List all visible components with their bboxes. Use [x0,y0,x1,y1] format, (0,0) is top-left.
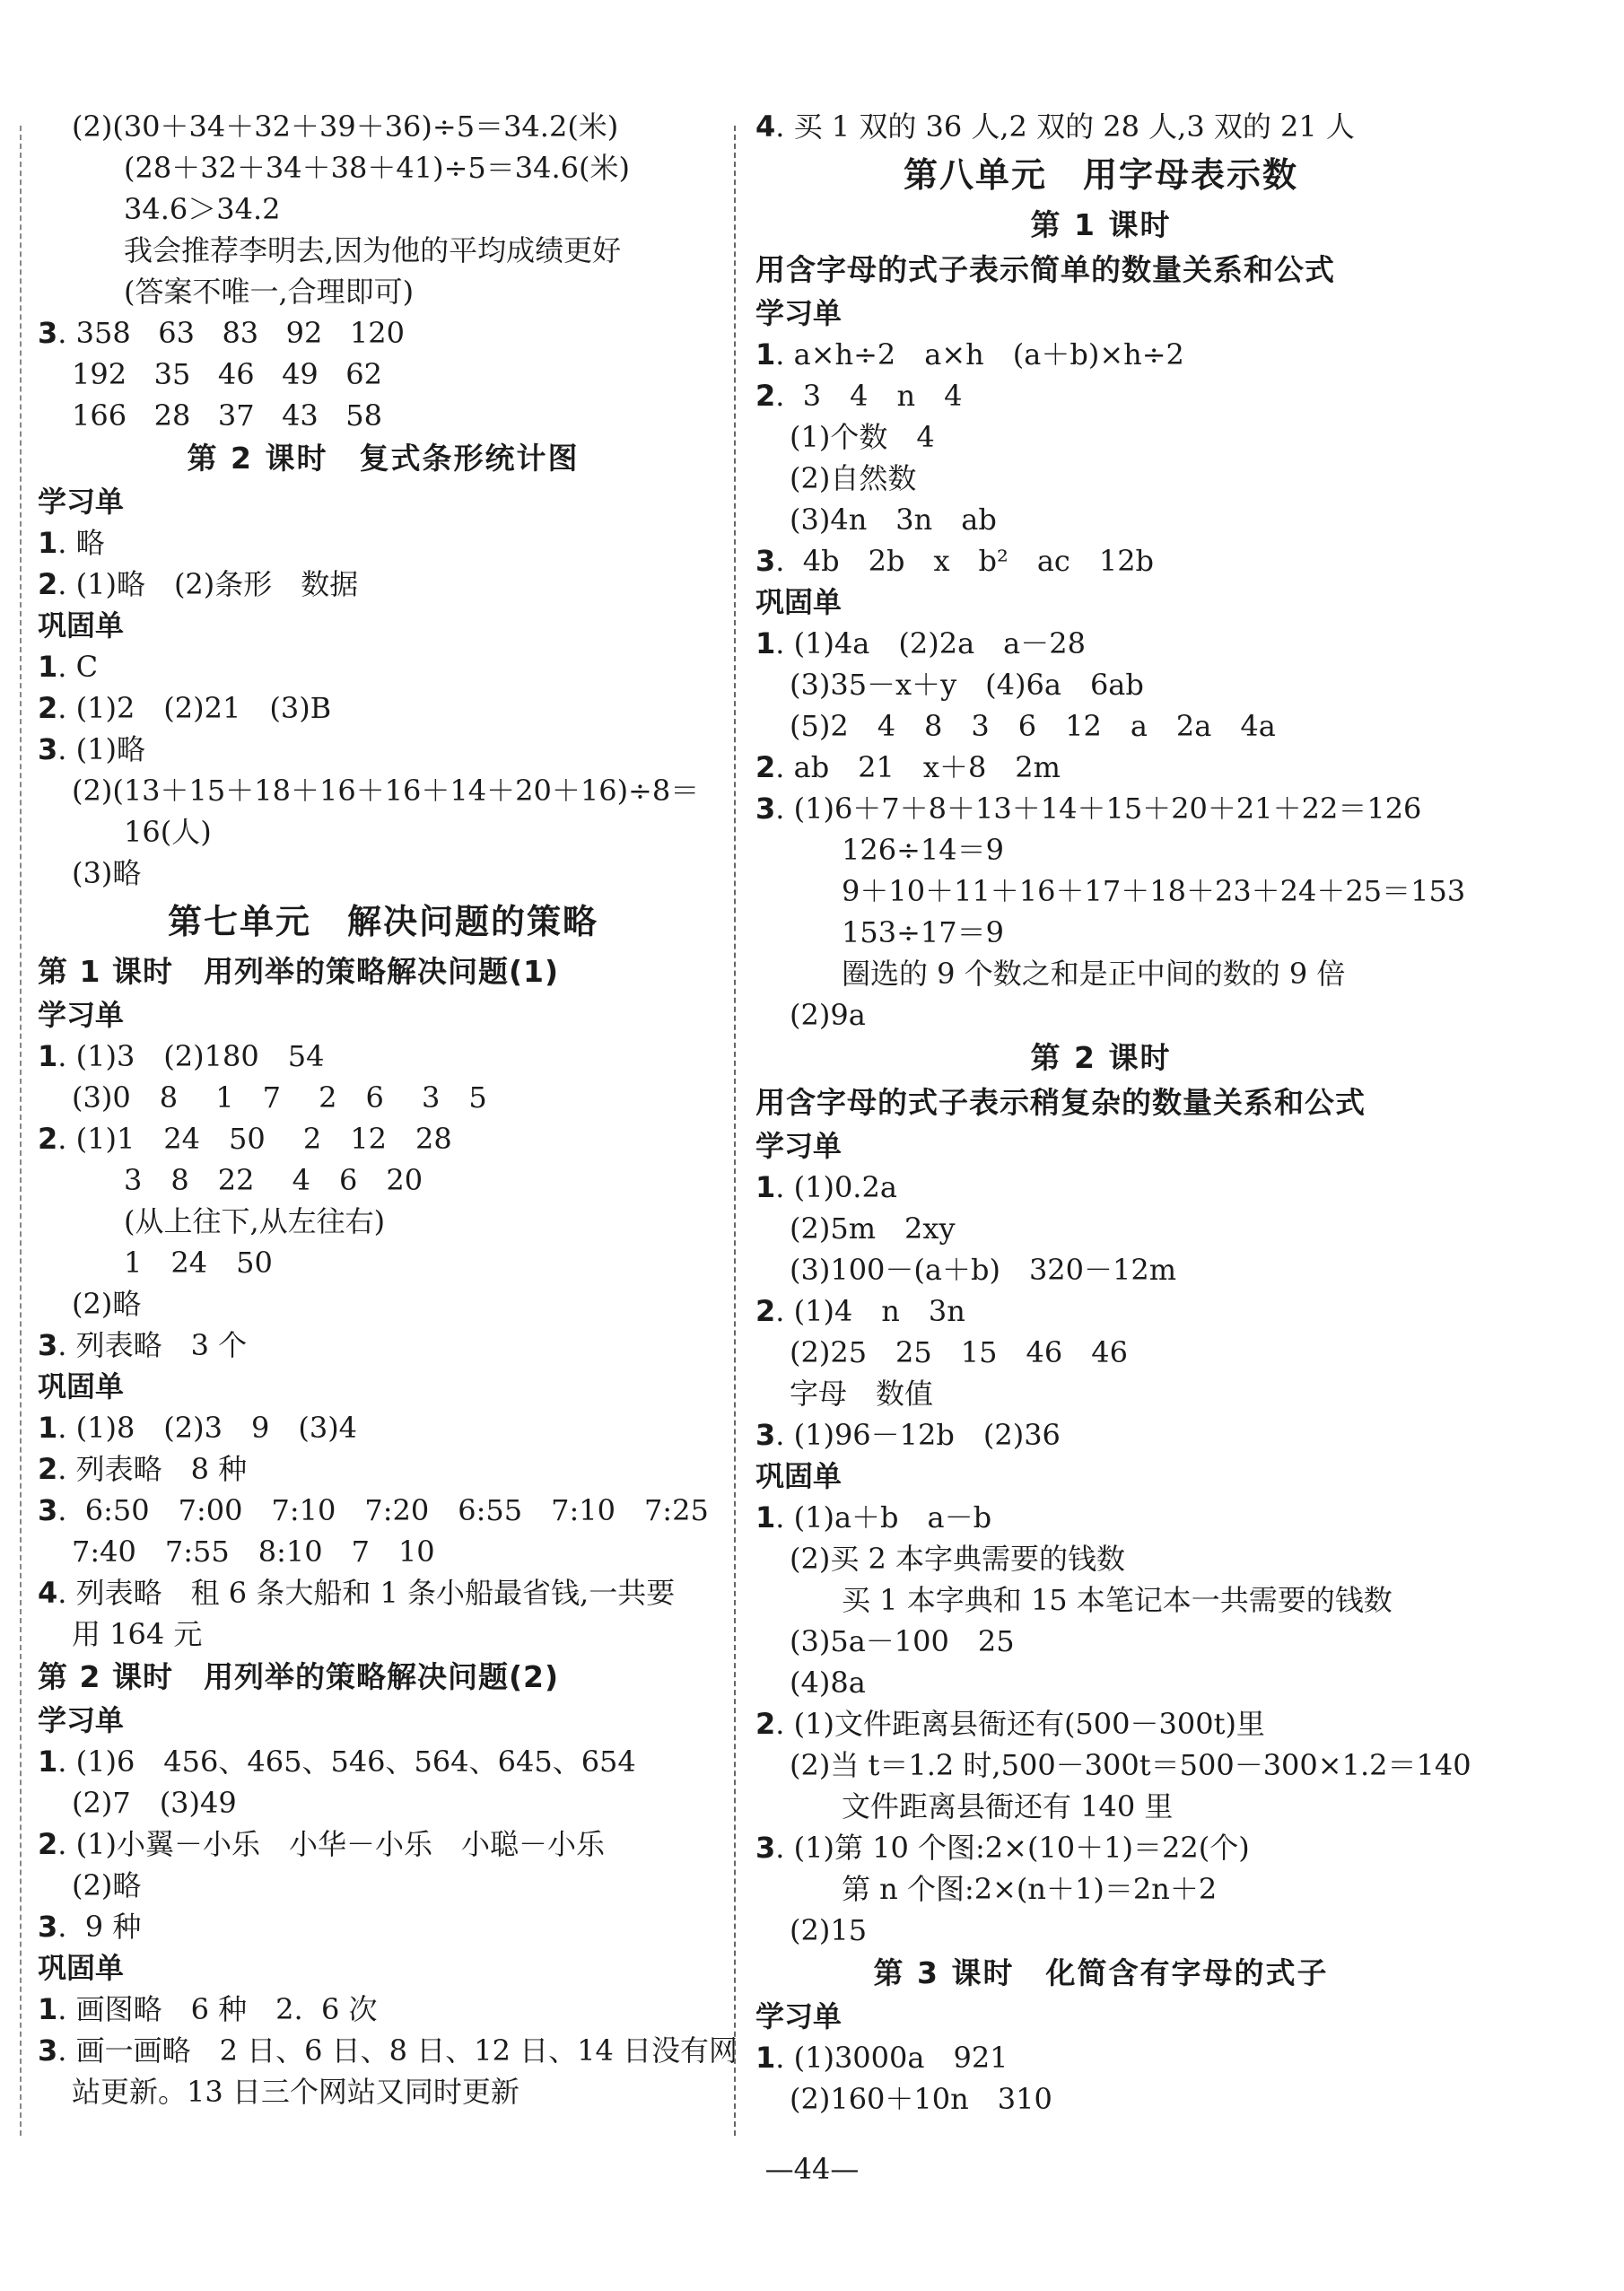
question-number: 3 [755,1418,776,1452]
answer-line [38,729,729,770]
line-text: 第 1 课时 [1030,207,1172,242]
answer-line [38,1782,729,1823]
line-text: . 列表略 租 6 条大船和 1 条小船最省钱,一共要 [57,1576,676,1610]
line-text: . (1)3000a 921 [775,2041,1008,2075]
line-text: 第八单元 用字母表示数 [903,155,1298,195]
answer-line [755,2078,1446,2120]
line-text: 7:40 7:55 8:10 7 10 [72,1535,435,1569]
line-text: 第 3 课时 化简含有字母的式子 [873,1955,1329,1990]
line-text: (2)7 (3)49 [72,1786,237,1820]
line-text: . 3 4 n 4 [775,379,963,413]
answer-line [755,334,1446,375]
answer-line [755,540,1446,581]
section-label [38,1700,729,1741]
line-text: . 列表略 3 个 [57,1328,248,1362]
answer-line [38,395,729,436]
question-number: 4 [755,109,776,144]
line-text: . a×h÷2 a×h (a＋b)×h÷2 [775,337,1184,372]
line-text: 第七单元 解决问题的策略 [167,902,598,941]
answer-line [755,1703,1446,1744]
answer-line [38,687,729,729]
question-number: 3 [38,1910,58,1944]
section-label [755,1996,1446,2037]
answer-line [38,853,729,894]
question-number: 1 [755,2041,776,2075]
line-text: (3)0 8 1 7 2 6 3 5 [72,1080,487,1115]
line-text: 站更新。13 日三个网站又同时更新 [72,2075,520,2109]
answer-line [755,1167,1446,1208]
section-label [38,481,729,522]
answer-line [38,811,729,853]
line-text: . (1)a＋b a－b [775,1500,992,1535]
question-number: 2 [755,1294,776,1328]
line-text: 166 28 37 43 58 [72,398,383,433]
line-text: 巩固单 [755,1459,843,1493]
section-label [755,293,1446,334]
line-text: (从上往下,从左往右) [124,1204,386,1238]
answer-line [755,1208,1446,1249]
answer-line [755,1827,1446,1868]
answer-line [38,1325,729,1366]
answer-line [755,1373,1446,1414]
answer-line [38,522,729,564]
line-text: 153÷17＝9 [842,915,1004,949]
line-text: 买 1 本字典和 15 本笔记本一共需要的钱数 [842,1583,1393,1617]
line-text: . 9 种 [57,1910,142,1944]
line-text: (2)当 t＝1.2 时,500－300t＝500－300×1.2＝140 [790,1748,1471,1782]
question-number: 1 [38,1744,58,1779]
line-text: 第 n 个图:2×(n＋1)＝2n＋2 [842,1872,1218,1906]
answer-line [38,1531,729,1572]
section-label [38,994,729,1036]
answer-line [38,1283,729,1325]
line-text: (2)买 2 本字典需要的钱数 [790,1542,1126,1576]
section-label [755,1125,1446,1167]
page-number: —44— [764,2152,860,2186]
question-number: 2 [38,1122,58,1156]
lesson-subheading [755,1080,1446,1125]
line-text: . 列表略 8 种 [57,1452,248,1486]
line-text: . (1)6＋7＋8＋13＋14＋15＋20＋21＋22＝126 [775,791,1422,826]
answer-line [38,1159,729,1201]
answer-line [755,1290,1446,1332]
question-number: 2 [38,1452,58,1486]
answer-line [755,1786,1446,1827]
line-text: . (1)第 10 个图:2×(10＋1)＝22(个) [775,1831,1250,1865]
answer-line [755,375,1446,416]
lesson-heading [755,203,1446,248]
answer-line [38,271,729,312]
line-text: . (1)1 24 50 2 12 28 [57,1122,452,1156]
question-number: 1 [38,1411,58,1445]
line-text: (2)9a [790,998,866,1032]
line-text: 学习单 [755,296,843,330]
line-text: (2)略 [72,1287,142,1321]
answer-line [38,1036,729,1077]
line-text: 学习单 [38,998,125,1032]
answer-line [755,1662,1446,1703]
line-text: (3)100－(a＋b) 320－12m [790,1253,1177,1287]
section-label [38,605,729,646]
line-text: (2)25 25 15 46 46 [790,1335,1128,1369]
answer-line [755,912,1446,953]
question-number: 1 [38,526,58,560]
section-label [755,1456,1446,1497]
line-text: 字母 数值 [790,1377,934,1411]
answer-line [755,1621,1446,1662]
answer-line [755,1579,1446,1621]
answer-line [755,416,1446,458]
line-text: . (1)小翼－小乐 小华－小乐 小聪－小乐 [57,1827,605,1861]
line-text: 第 2 课时 用列举的策略解决问题(2) [38,1659,560,1694]
line-text: (1)个数 4 [790,420,935,454]
answer-line [38,1077,729,1118]
answer-line [38,564,729,605]
line-text: . (1)0.2a [775,1170,897,1204]
lesson-subheading [38,1655,729,1700]
line-text: . (1)文件距离县衙还有(500－300t)里 [775,1707,1265,1741]
line-text: . (1)4a (2)2a a－28 [775,626,1086,660]
line-text: . (1)6 456、465、546、564、645、654 [57,1744,636,1779]
line-text: (2)略 [72,1868,142,1902]
line-text: 学习单 [755,1129,843,1163]
line-text: 3 8 22 4 6 20 [124,1163,423,1197]
question-number: 1 [755,1170,776,1204]
line-text: . (1)3 (2)180 54 [57,1039,325,1073]
answer-line [755,747,1446,788]
line-text: (4)8a [790,1666,866,1700]
question-number: 2 [38,1827,58,1861]
section-label [755,581,1446,623]
answer-line [755,1332,1446,1373]
answer-line [755,829,1446,870]
line-text: . (1)4 n 3n [775,1294,965,1328]
line-text: 巩固单 [38,1951,125,1985]
line-text: (2)(13＋15＋18＋16＋16＋14＋20＋16)÷8＝ [72,774,700,808]
answer-line [38,230,729,271]
answer-line [755,994,1446,1036]
line-text: . 4b 2b x b² ac 12b [775,544,1155,578]
line-text: . 略 [57,526,105,560]
lesson-subheading [755,248,1446,293]
answer-line [755,705,1446,747]
answer-line [755,1414,1446,1456]
line-text: . 买 1 双的 36 人,2 双的 28 人,3 双的 21 人 [775,109,1355,144]
line-text: 学习单 [38,1703,125,1737]
left-column [38,106,738,2112]
line-text: (3)略 [72,856,142,890]
answer-line [755,870,1466,912]
question-number: 3 [38,316,58,350]
answer-line [38,1865,729,1906]
answer-line [38,147,729,188]
answer-line [38,1118,729,1159]
question-number: 4 [38,1576,58,1610]
line-text: . (1)略 (2)条形 数据 [57,567,359,601]
line-text: . 6:50 7:00 7:10 7:20 6:55 7:10 7:25 [57,1493,709,1527]
answer-line [38,1906,729,1947]
question-number: 3 [38,1328,58,1362]
line-text: . (1)8 (2)3 9 (3)4 [57,1411,358,1445]
line-text: . 画一画略 2 日、6 日、8 日、12 日、14 日没有网 [57,2033,738,2068]
question-number: 3 [755,1831,776,1865]
line-text: . C [57,650,99,684]
answer-line [38,1242,729,1283]
section-label [38,1947,729,1989]
answer-line [755,1497,1446,1538]
column-divider [734,126,736,2136]
line-text: 192 35 46 49 62 [72,357,383,391]
line-text: . 画图略 6 种 2. 6 次 [57,1992,378,2026]
question-number: 3 [38,1493,58,1527]
line-text: (28＋32＋34＋38＋41)÷5＝34.6(米) [124,151,630,185]
question-number: 1 [38,1039,58,1073]
answer-line [755,1910,1446,1951]
question-number: 2 [38,691,58,725]
answer-line [38,646,729,687]
answer-line [38,1490,729,1531]
question-number: 1 [38,1992,58,2026]
line-text: 第 1 课时 用列举的策略解决问题(1) [38,954,560,989]
line-text: (2)160＋10n 310 [790,2082,1052,2116]
answer-line [755,623,1446,664]
answer-line [755,953,1446,994]
line-text: 用 164 元 [72,1617,203,1651]
answer-line [38,1823,729,1865]
line-text: 9＋10＋11＋16＋17＋18＋23＋24＋25＝153 [842,874,1466,908]
answer-line [755,1744,1471,1786]
line-text: (3)5a－100 25 [790,1624,1015,1658]
line-text: . (1)2 (2)21 (3)B [57,691,332,725]
answer-line [38,1741,729,1782]
question-number: 3 [38,2033,58,2068]
line-text: 用含字母的式子表示稍复杂的数量关系和公式 [755,1085,1366,1120]
section-label [38,1366,729,1407]
lesson-heading [755,1036,1446,1080]
line-text: 126÷14＝9 [842,833,1004,867]
answer-line [38,1201,729,1242]
question-number: 3 [755,791,776,826]
line-text: 第 2 课时 [1030,1040,1172,1075]
line-text: (2)(30＋34＋32＋39＋36)÷5＝34.2(米) [72,109,619,144]
line-text: (答案不唯一,合理即可) [124,275,415,309]
answer-line [755,106,1446,147]
answer-line [38,312,729,354]
right-column [755,106,1471,2120]
line-text: (2)15 [790,1913,868,1947]
answer-line [38,354,729,395]
line-text: 学习单 [755,1999,843,2033]
binding-margin-line [20,126,22,2136]
line-text: 34.6＞34.2 [124,192,281,226]
answer-line [755,1868,1446,1910]
unit-heading [38,894,729,949]
line-text: 巩固单 [38,608,125,643]
question-number: 1 [38,650,58,684]
answer-line [755,458,1446,499]
question-number: 1 [755,626,776,660]
answer-line [755,1538,1446,1579]
line-text: . (1)略 [57,732,145,766]
answer-line [38,2071,729,2112]
answer-line [755,499,1446,540]
question-number: 2 [755,750,776,784]
line-text: . 358 63 83 92 120 [57,316,405,350]
question-number: 2 [755,1707,776,1741]
answer-line [38,2030,738,2071]
answer-line [38,1448,729,1490]
line-text: (2)5m 2xy [790,1211,956,1246]
lesson-heading [38,436,729,481]
line-text: (2)自然数 [790,461,917,495]
line-text: 1 24 50 [124,1246,273,1280]
question-number: 1 [755,337,776,372]
line-text: 文件距离县衙还有 140 里 [842,1789,1174,1823]
line-text: . (1)96－12b (2)36 [775,1418,1061,1452]
answer-line [755,664,1446,705]
question-number: 3 [38,732,58,766]
line-text: (3)4n 3n ab [790,503,997,537]
question-number: 1 [755,1500,776,1535]
line-text: 圈选的 9 个数之和是正中间的数的 9 倍 [842,957,1346,991]
answer-line [755,2037,1446,2078]
line-text: 学习单 [38,485,125,519]
line-text: 巩固单 [755,585,843,619]
answer-line [755,1249,1446,1290]
answer-line [38,1572,729,1613]
answer-line [38,1407,729,1448]
line-text: 巩固单 [38,1369,125,1403]
line-text: 我会推荐李明去,因为他的平均成绩更好 [124,233,622,267]
answer-line [38,1613,729,1655]
line-text: (3)35－x＋y (4)6a 6ab [790,668,1144,702]
line-text: 16(人) [124,815,212,849]
lesson-heading [755,1951,1446,1996]
answer-line [755,788,1446,829]
line-text: (5)2 4 8 3 6 12 a 2a 4a [790,709,1276,743]
line-text: 第 2 课时 复式条形统计图 [187,441,580,476]
answer-line [38,770,729,811]
line-text: . ab 21 x＋8 2m [775,750,1061,784]
unit-heading [755,147,1446,203]
answer-line [38,106,729,147]
question-number: 2 [38,567,58,601]
question-number: 3 [755,544,776,578]
question-number: 2 [755,379,776,413]
answer-line [38,188,729,230]
line-text: 用含字母的式子表示简单的数量关系和公式 [755,252,1335,287]
answer-line [38,1989,729,2030]
lesson-subheading [38,949,729,994]
